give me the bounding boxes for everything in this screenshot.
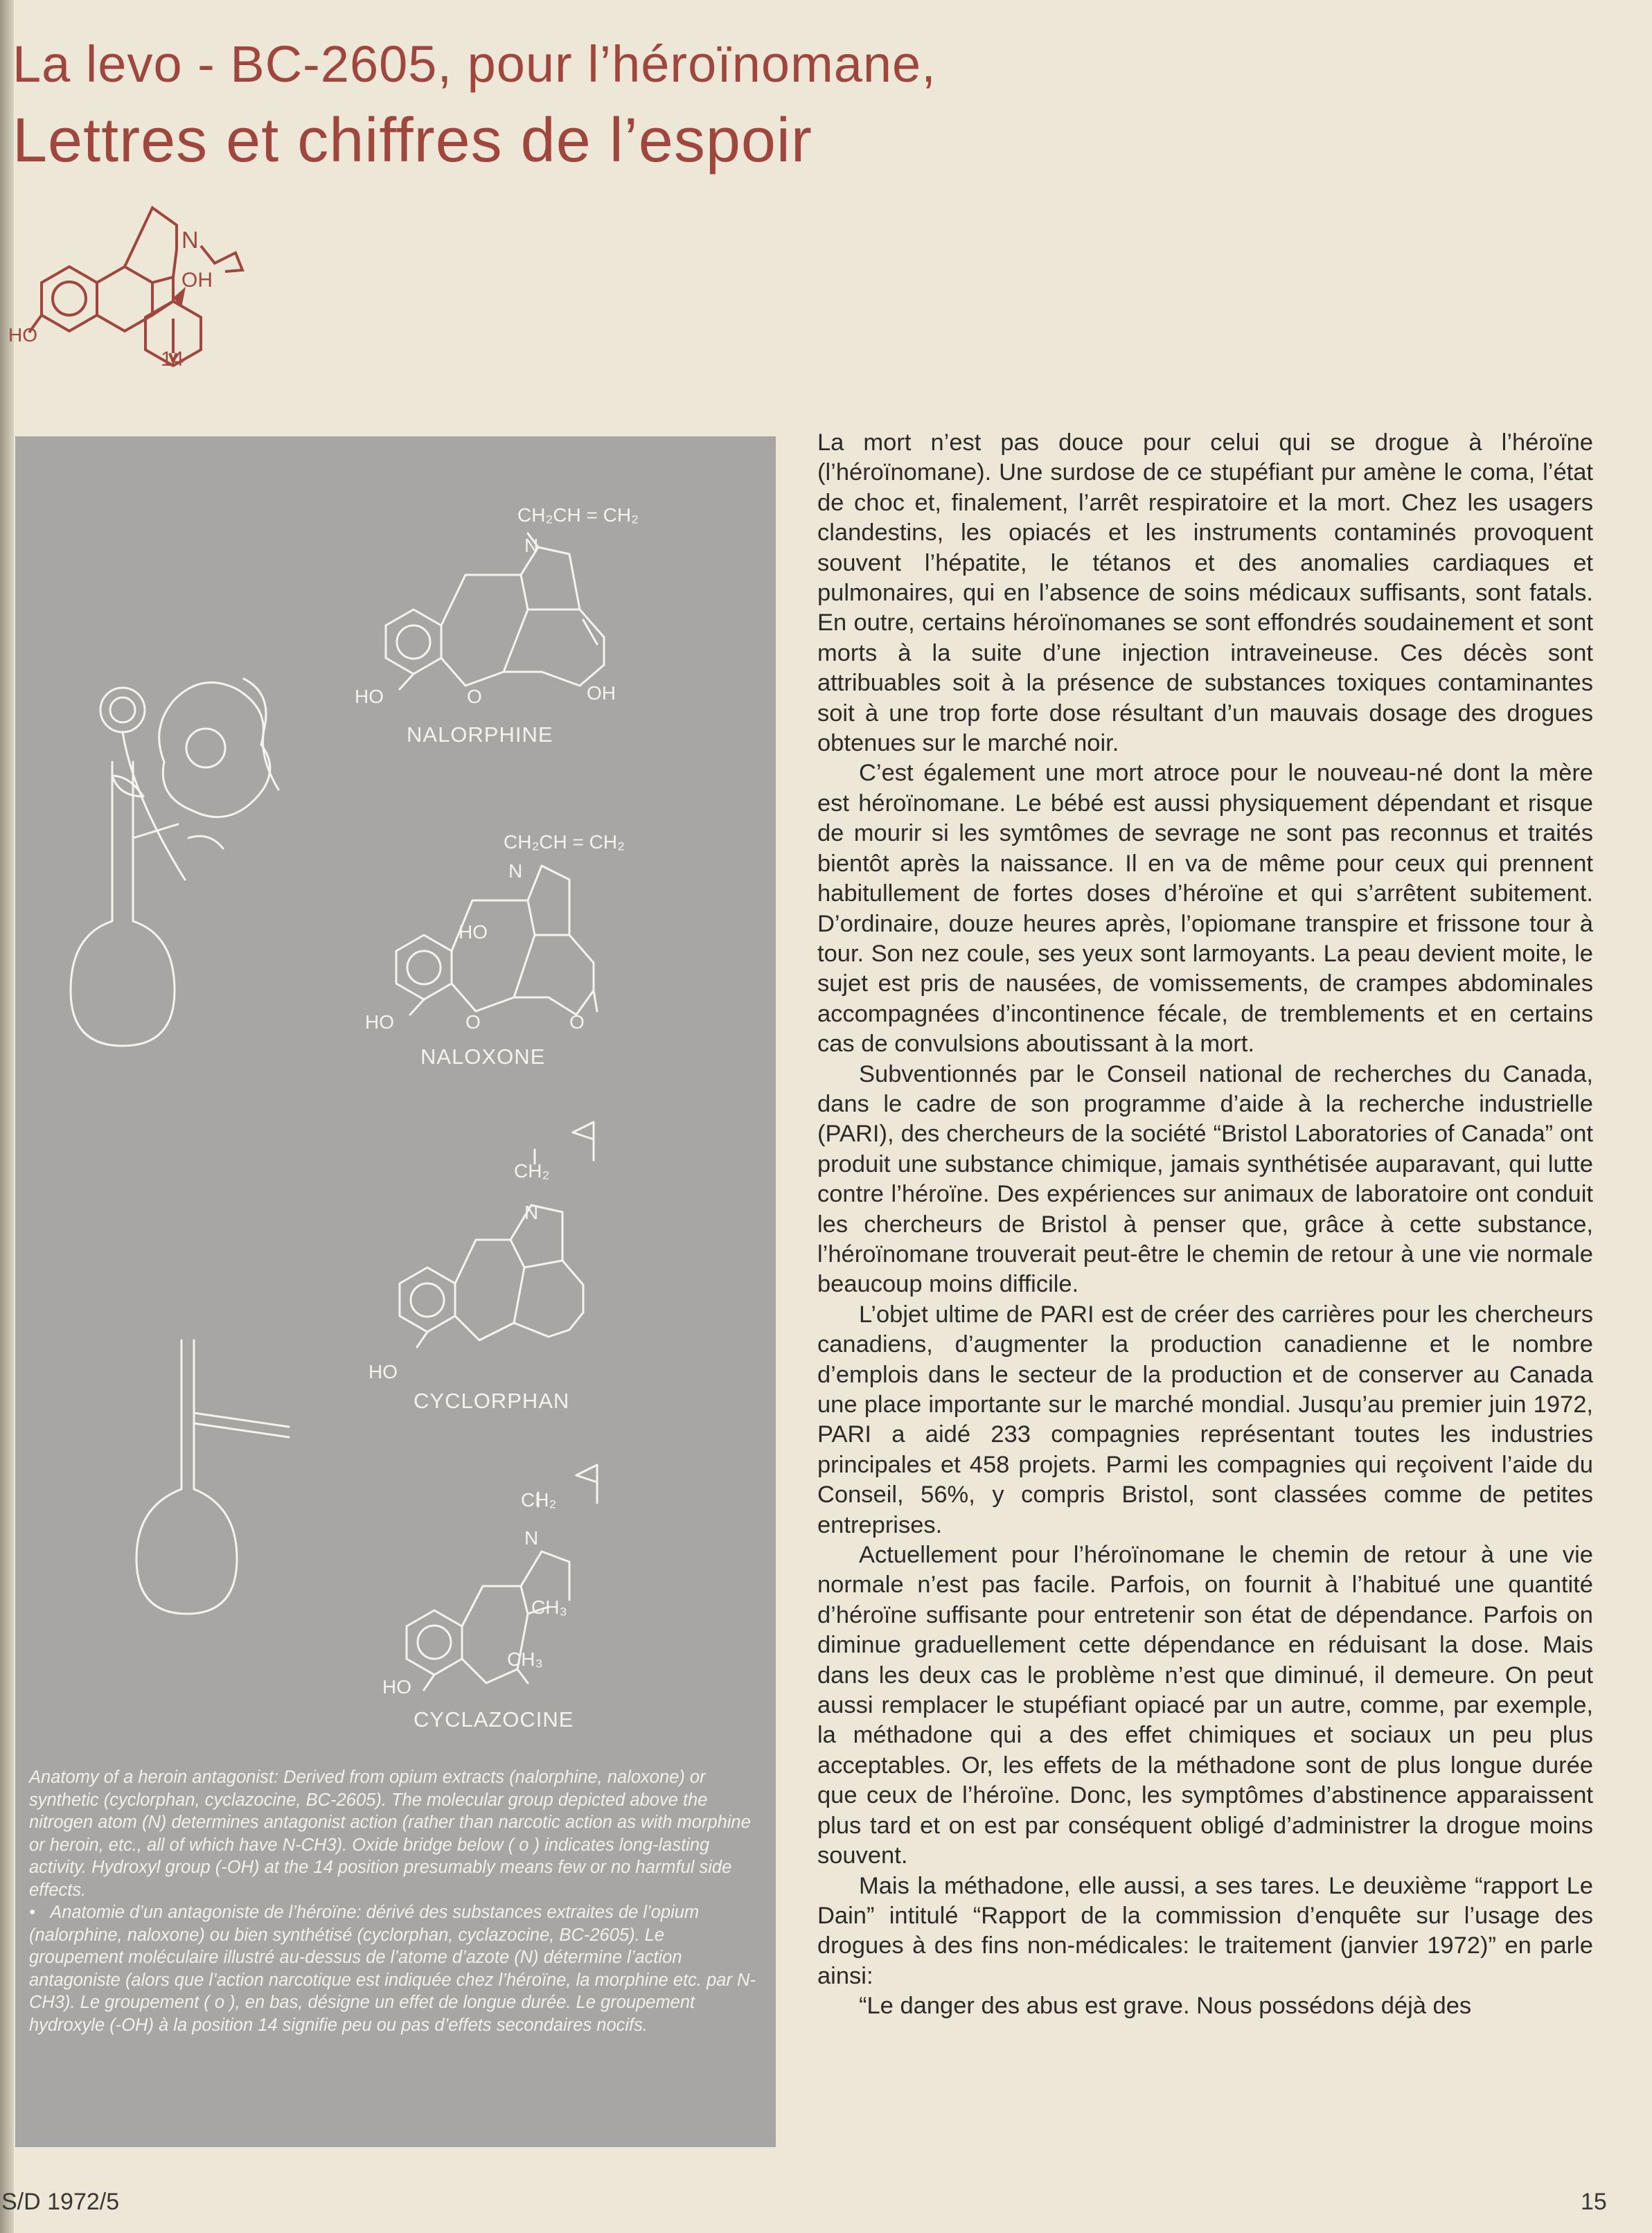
naloxone-label: NALOXONE [420, 1044, 546, 1069]
title-mol-position-14: 14 [161, 348, 184, 371]
body-paragraph-7: “Le danger des abus est grave. Nous possédons déjà des [859, 1993, 1472, 2020]
nalorphine-structure [386, 533, 604, 689]
cyclazocine-n-atom: N [524, 1527, 539, 1549]
cyclorphan-label: CYCLORPHAN [414, 1389, 570, 1413]
body-paragraph-2: C’est également une mort atroce pour le nouveau-né dont la mère est héroïnomane. Le bébé est aussi physiquement dépendant et risque de mourir si les symtômes de sevrage ne sont pas reconnus et traités bientôt après la naissance. Il en va de même pour ceux qui prennent habitullement de fortes doses d’héroïne et qui s’arrêtent subitement. D’ordinaire, douze heures après, l’opiomane transpire et frissone tour à tour. Son nez coule, ses yeux sont larmoyants. La peau devient moite, le sujet est pris de nausées, de vomissements, de crampes abdominales accompagnées d’incontinence fécale, de tremblements et en certains cas de convulsions aboutissant à la mort. [817, 760, 1593, 1058]
caption-french [29, 1901, 763, 2036]
flask-illustration-bottom [136, 1340, 289, 1614]
article-body [817, 428, 1593, 2022]
naloxone-ketone-o: O [569, 1011, 585, 1033]
bullet-marker: • [29, 1903, 51, 1922]
cyclazocine-ch3-upper: CH₃ [531, 1596, 567, 1618]
page-number: 15 [1581, 2189, 1607, 2215]
cyclorphan-substituent: CH₂ [514, 1160, 550, 1182]
body-paragraph-4: L’objet ultime de PARI est de créer des carrières pour les chercheurs canadiens, d’augmenter la production canadienne et le nombre d’emplois dans le secteur de la production et de conserver au Canada une place importante sur le marché mondial. Jusqu’au premier juin 1972, PARI a aidé 233 compagnies représentant toutes les industries principales et 458 projets. Parmi les compagnies qui reçoivent l’aide du Conseil, 56%, y compris Bristol, sont classées comme de petites entreprises. [817, 1301, 1593, 1538]
figure-caption [29, 1766, 763, 2036]
bc-2605-structure [0, 194, 277, 416]
cyclorphan-ho-group: HO [368, 1361, 398, 1382]
poppy-illustration [100, 679, 278, 880]
cyclazocine-structure [407, 1465, 597, 1690]
nalorphine-n-atom: N [524, 535, 539, 556]
nalorphine-oh-group: OH [587, 682, 616, 704]
naloxone-structure [396, 866, 597, 1015]
title-mol-n-atom: N [181, 227, 199, 253]
article-title-line-1: La levo - BC-2605, pour l’héroïnomane, [12, 35, 936, 93]
body-paragraph-1: La mort n’est pas douce pour celui qui se drogue à l’héroïne (l’héroïnomane). Une surdose de ce stupéfiant pur amène le coma, l’état de choc et, finalement, l’arrêt respiratoire et la mort. Chez les usagers clandestins, les opiacés et les instruments contaminés provoquent souvent l’hépatite, le tétanos et des anomalies cardiaques et pulmonaires, qui en l’absence de soins médicaux suffisants, sont fatals. En outre, certains héroïnomanes se sont effondrés soudainement et sont morts à la suite d’une injection intraveineuse. Ces décès sont attribuables soit à la présence de substances toxiques contaminantes soit à une trop forte dose résultant d’un mauvais dosage des drogues obtenues sur le marché noir. [817, 429, 1593, 757]
cyclazocine-ho-group: HO [382, 1676, 411, 1698]
nalorphine-label: NALORPHINE [407, 722, 553, 747]
title-mol-ho-group: HO [8, 324, 37, 346]
title-mol-oh-group: OH [181, 269, 213, 292]
cyclazocine-label: CYCLAZOCINE [414, 1707, 574, 1732]
body-paragraph-6: Mais la méthadone, elle aussi, a ses tares. Le deuxième “rapport Le Dain” intitulé “Rapport de la commission d’enquête sur l’usage des drogues à des fins non-médicales: le traitement (janvier 1972)” en parle ainsi: [817, 1872, 1593, 1989]
nalorphine-o-bridge: O [467, 686, 482, 707]
naloxone-o-bridge: O [465, 1011, 481, 1033]
cyclazocine-ch3-lower: CH₃ [507, 1648, 543, 1670]
naloxone-n-atom: N [508, 860, 523, 882]
cyclazocine-substituent: CH₂ [521, 1489, 557, 1511]
bc-2605-structure-drawing [0, 194, 277, 416]
body-paragraph-3: Subventionnés par le Conseil national de recherches du Canada, dans le cadre de son programme d’aide à la recherche industrielle (PARI), des chercheurs de la société “Bristol Laboratories of Canada” ont produit une substance chimique, jamais synthétisée auparavant, qui lutte contre l’héroïne. Des expériences sur animaux de laboratoire ont conduit les chercheurs de Bristol à penser que, grâce à cette substance, l’héroïnomane trouverait peut-être le chemin de retour à une vie normale beaucoup moins difficile. [817, 1060, 1593, 1298]
flask-illustration-top [71, 762, 178, 1046]
cyclorphan-n-atom: N [524, 1202, 539, 1223]
body-paragraph-5: Actuellement pour l’héroïnomane le chemin de retour à une vie normale n’est pas facile. Parfois, on fournit à l’habitué une quantité d’héroïne suffisante pour entretenir son état de dépendance. Parfois on diminue graduellement cette dépendance en réduisant la dose. Mais dans les deux cas le problème n’est que diminué, il demeure. On peut aussi remplacer le stupéfiant opiacé par un autre, comme, par exemple, la méthadone qui a des effet chimiques et sociaux un peu plus acceptables. Or, les effets de la méthadone sont de plus longue durée que ceux de l’héroïne. Donc, les symptômes d’abstinence apparaissent plus tard et on est par conséquent obligé d’administrer la drogue moins souvent. [817, 1542, 1593, 1869]
caption-english: Anatomy of a heroin antagonist: Derived from opium extracts (nalorphine, naloxone) or synthetic (cyclorphan, cyclazocine, BC-2605). The molecular group depicted above the nitrogen atom (N) determines antagonist action (rather than narcotic action as with morphine or heroin, etc., all of which have N-CH3). Oxide bridge below ( o ) indicates long-lasting activity. Hydroxyl group (-OH) at the 14 position presumably means few or no harmful side effects. [29, 1768, 751, 1900]
naloxone-ho-group: HO [365, 1011, 394, 1033]
cyclorphan-structure [400, 1122, 594, 1347]
issue-footer: S/D 1972/5 [1, 2189, 120, 2215]
naloxone-inner-ho-group: HO [459, 921, 488, 943]
article-title-line-2: Lettres et chiffres de l’espoir [12, 106, 812, 175]
caption-french-text: Anatomie d’un antagoniste de l’héroïne: dérivé des substances extraites de l’opium (nalorphine, naloxone) ou bien synthétisé (cyclorphan, cyclazocine, BC-2605). Le groupement moléculaire illustré au-dessus de l’atome d’azote (N) détermine l’action antagoniste (alors que l’action narcotique est indiquée chez l’héroïne, la morphine etc. par N-CH3). Le groupement ( o ), en bas, désigne un effet de longue durée. Le groupement hydroxyle (-OH) à la position 14 signifie peu ou pas d’effets secondaires nocifs. [29, 1903, 756, 2035]
nalorphine-ho-group: HO [355, 686, 384, 707]
nalorphine-substituent: CH₂CH = CH₂ [517, 504, 639, 526]
naloxone-substituent: CH₂CH = CH₂ [504, 831, 625, 853]
